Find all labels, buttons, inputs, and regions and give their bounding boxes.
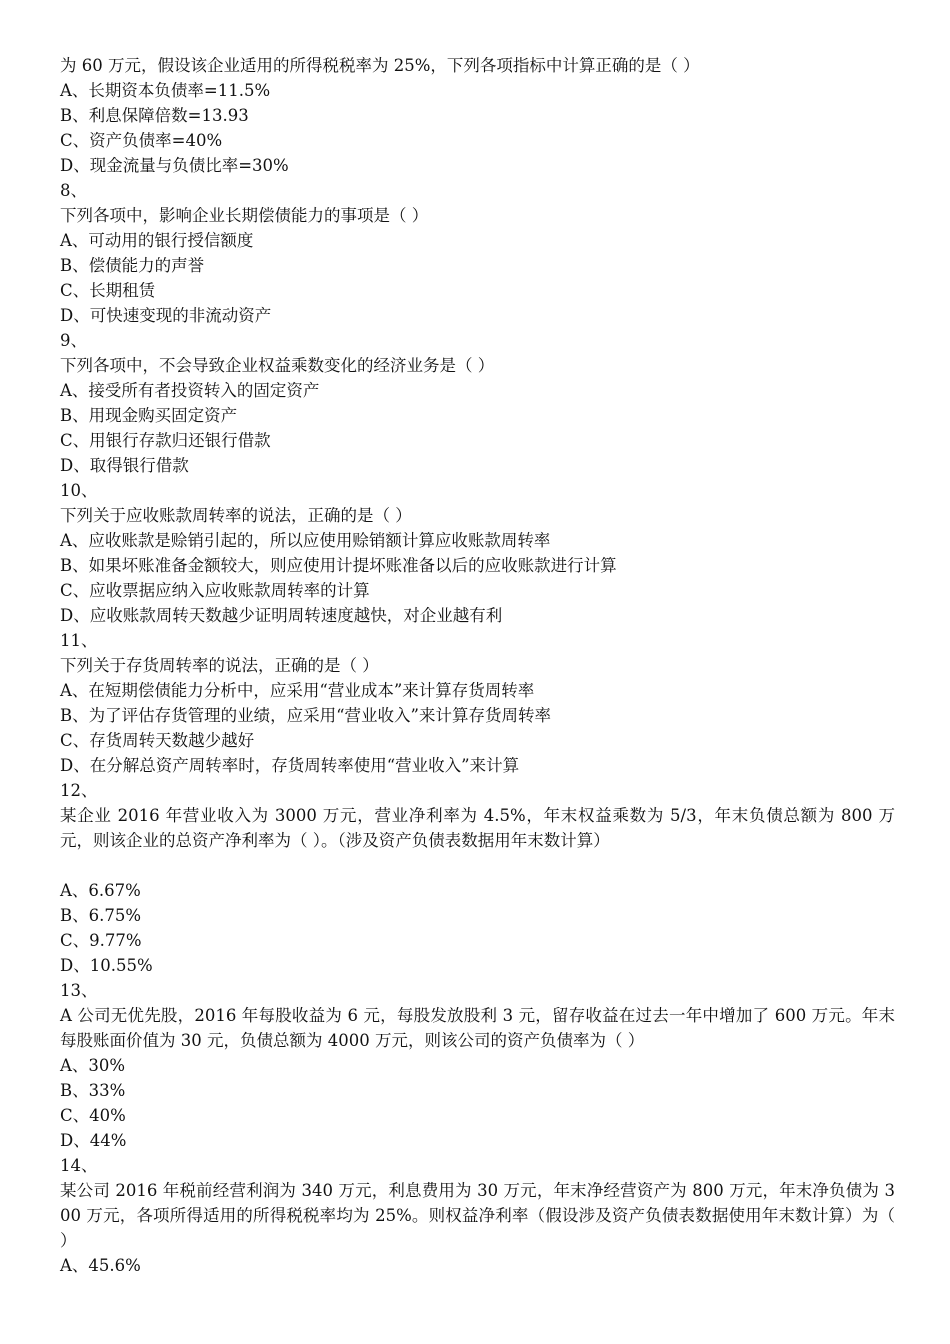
question-7-option-a: A、长期资本负债率=11.5% [60, 81, 271, 100]
question-10-option-d: D、应收账款周转天数越少证明周转速度越快，对企业越有利 [60, 606, 503, 625]
question-8-option-b: B、偿债能力的声誉 [60, 256, 205, 275]
question-9-option-a: A、接受所有者投资转入的固定资产 [60, 381, 320, 400]
question-12-option-a: A、6.67% [60, 881, 141, 900]
blank-line [60, 853, 895, 878]
question-13-option-b: B、33% [60, 1081, 126, 1100]
question-8-number: 8、 [60, 181, 87, 200]
question-10-stem: 下列关于应收账款周转率的说法，正确的是（ ） [60, 506, 412, 525]
question-14-option-a: A、45.6% [60, 1256, 141, 1275]
question-8-option-a: A、可动用的银行授信额度 [60, 231, 254, 250]
question-14-stem: 某公司 2016 年税前经营利润为 340 万元，利息费用为 30 万元，年末净经营资产为 800 万元，年末净负债为 300 万元，各项所得适用的所得税税率均为 25%。则权益净利率（假设涉及资产负债表数据使用年末数计算）为（ ） [60, 1181, 895, 1250]
question-13-option-d: D、44% [60, 1131, 127, 1150]
question-10-option-b: B、如果坏账准备金额较大，则应使用计提坏账准备以后的应收账款进行计算 [60, 556, 617, 575]
question-9-stem: 下列各项中，不会导致企业权益乘数变化的经济业务是（ ） [60, 356, 495, 375]
question-7-stem: 为 60 万元，假设该企业适用的所得税税率为 25%，下列各项指标中计算正确的是（ ） [60, 56, 700, 75]
question-9-option-c: C、用银行存款归还银行借款 [60, 431, 271, 450]
question-10-option-c: C、应收票据应纳入应收账款周转率的计算 [60, 581, 370, 600]
question-9-number: 9、 [60, 331, 87, 350]
question-13-stem: A 公司无优先股，2016 年每股收益为 6 元，每股发放股利 3 元，留存收益在过去一年中增加了 600 万元。年末每股账面价值为 30 元，负债总额为 4000 万元，则该公司的资产负债率为（ ） [60, 1006, 895, 1050]
question-13-option-a: A、30% [60, 1056, 126, 1075]
question-10-option-a: A、应收账款是赊销引起的，所以应使用赊销额计算应收账款周转率 [60, 531, 551, 550]
question-12-option-c: C、9.77% [60, 931, 142, 950]
question-14-number: 14、 [60, 1156, 98, 1175]
question-list [60, 53, 895, 1278]
question-8-stem: 下列各项中，影响企业长期偿债能力的事项是（ ） [60, 206, 429, 225]
question-7-option-b: B、利息保障倍数=13.93 [60, 106, 249, 125]
question-12-stem: 某企业 2016 年营业收入为 3000 万元，营业净利率为 4.5%，年末权益乘数为 5/3，年末负债总额为 800 万元，则该企业的总资产净利率为（ ）。（涉及资产负债表数据用年末数计算） [60, 806, 895, 850]
question-7-option-d: D、现金流量与负债比率=30% [60, 156, 289, 175]
question-8-option-d: D、可快速变现的非流动资产 [60, 306, 272, 325]
question-7-option-c: C、资产负债率=40% [60, 131, 223, 150]
question-12-option-d: D、10.55% [60, 956, 153, 975]
question-11-option-c: C、存货周转天数越少越好 [60, 731, 255, 750]
question-11-option-d: D、在分解总资产周转率时，存货周转率使用“营业收入”来计算 [60, 756, 520, 775]
question-12-number: 12、 [60, 781, 98, 800]
question-11-option-a: A、在短期偿债能力分析中，应采用“营业成本”来计算存货周转率 [60, 681, 535, 700]
question-8-option-c: C、长期租赁 [60, 281, 156, 300]
question-9-option-d: D、取得银行借款 [60, 456, 189, 475]
question-11-number: 11、 [60, 631, 98, 650]
question-12-option-b: B、6.75% [60, 906, 142, 925]
question-11-stem: 下列关于存货周转率的说法，正确的是（ ） [60, 656, 379, 675]
question-13-option-c: C、40% [60, 1106, 126, 1125]
question-13-number: 13、 [60, 981, 98, 1000]
question-9-option-b: B、用现金购买固定资产 [60, 406, 238, 425]
question-10-number: 10、 [60, 481, 98, 500]
question-11-option-b: B、为了评估存货管理的业绩，应采用“营业收入”来计算存货周转率 [60, 706, 551, 725]
